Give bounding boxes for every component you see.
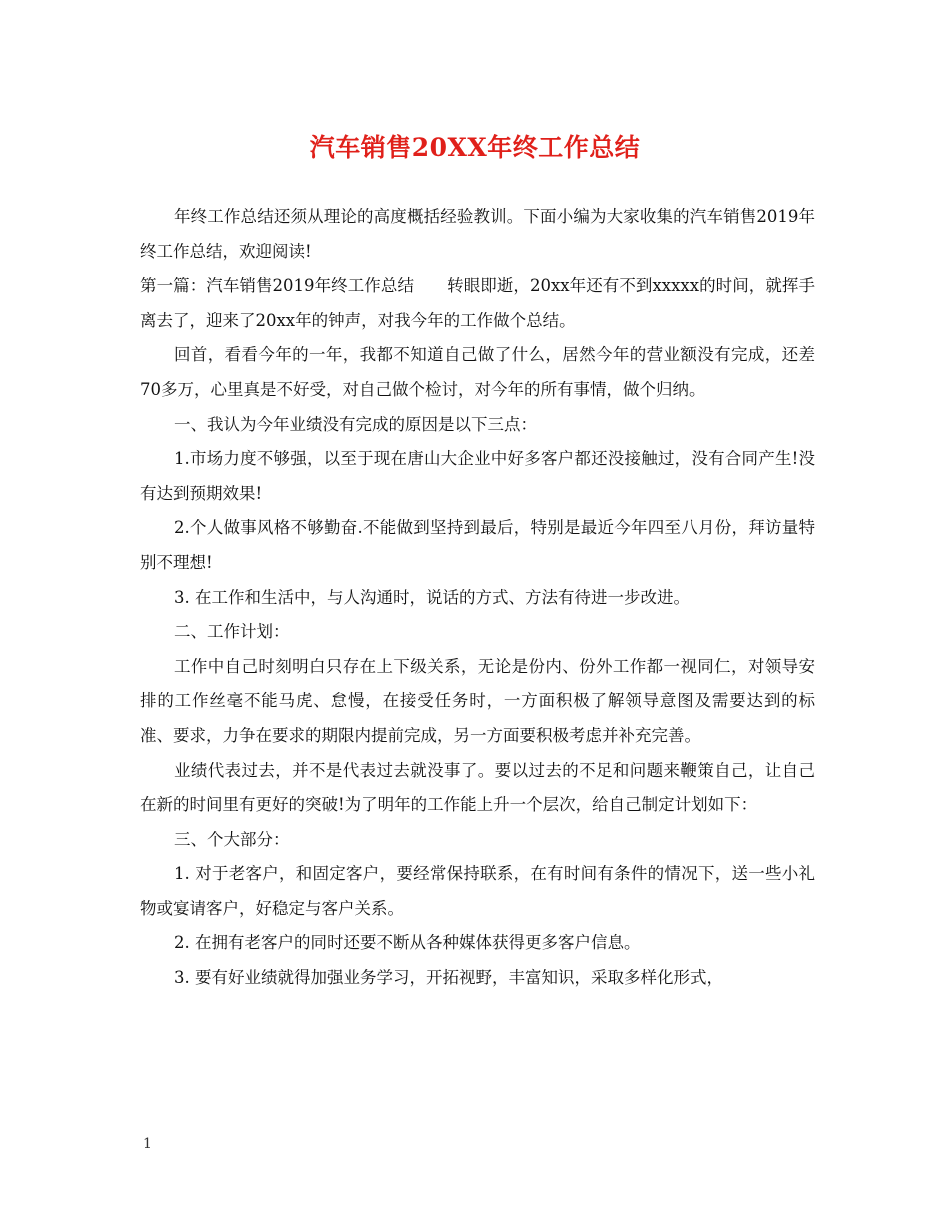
paragraph: 第一篇：汽车销售2019年终工作总结 转眼即逝，20xx年还有不到xxxxx的时间，就挥手离去了，迎来了20xx年的钟声，对我今年的工作做个总结。 [140, 276, 815, 330]
paragraph: 回首，看看今年的一年，我都不知道自己做了什么，居然今年的营业额没有完成，还差70多万，心里真是不好受，对自己做个检讨，对今年的所有事情，做个归纳。 [140, 345, 815, 399]
document-body [140, 200, 815, 996]
paragraph: 工作中自己时刻明白只存在上下级关系，无论是份内、份外工作都一视同仁，对领导安排的工作丝毫不能马虎、怠慢，在接受任务时，一方面积极了解领导意图及需要达到的标准、要求，力争在要求的期限内提前完成，另一方面要积极考虑并补充完善。 [140, 656, 815, 745]
section-heading: 三、个大部分： [174, 829, 290, 849]
paragraph: 业绩代表过去，并不是代表过去就没事了。要以过去的不足和问题来鞭策自己，让自己在新的时间里有更好的突破!为了明年的工作能上升一个层次，给自己制定计划如下： [140, 760, 815, 815]
list-item: 3. 要有好业绩就得加强业务学习，开拓视野，丰富知识，采取多样化形式， [174, 968, 723, 988]
list-item: 2. 在拥有老客户的同时还要不断从各种媒体获得更多客户信息。 [174, 933, 641, 953]
section-heading: 一、我认为今年业绩没有完成的原因是以下三点： [174, 414, 537, 434]
list-item: 1.市场力度不够强，以至于现在唐山大企业中好多客户都还没接触过，没有合同产生!没有达到预期效果! [140, 449, 815, 503]
list-item: 3. 在工作和生活中，与人沟通时，说话的方式、方法有待进一步改进。 [174, 587, 690, 607]
page-number: 1 [143, 1136, 152, 1152]
list-item: 2.个人做事风格不够勤奋.不能做到坚持到最后，特别是最近今年四至八月份，拜访量特别不理想! [140, 518, 815, 572]
paragraph: 年终工作总结还须从理论的高度概括经验教训。下面小编为大家收集的汽车销售2019年终工作总结，欢迎阅读! [140, 207, 815, 261]
document-title: 汽车销售20XX年终工作总结 [309, 133, 641, 162]
list-item: 1. 对于老客户，和固定客户，要经常保持联系，在有时间有条件的情况下，送一些小礼物或宴请客户，好稳定与客户关系。 [140, 864, 815, 918]
section-heading: 二、工作计划： [174, 622, 290, 642]
